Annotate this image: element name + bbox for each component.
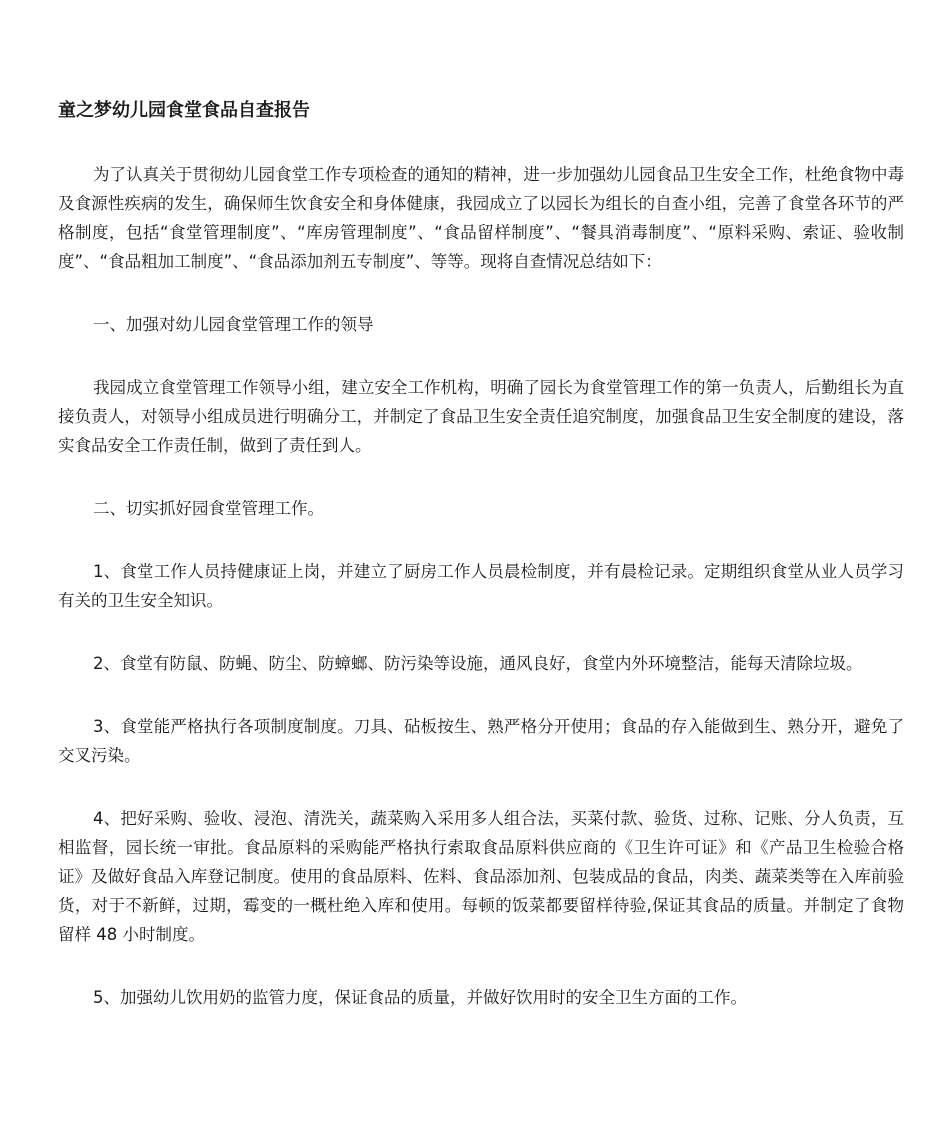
item-1-paragraph: 1、食堂工作人员持健康证上岗，并建立了厨房工作人员晨检制度，并有晨检记录。定期组织食堂从业人员学习有关的卫生安全知识。	[58, 562, 904, 610]
section-heading-2: 二、切实抓好园食堂管理工作。	[93, 499, 324, 518]
item-3-paragraph: 3、食堂能严格执行各项制度制度。刀具、砧板按生、熟严格分开使用；食品的存入能做到生、熟分开，避免了交叉污染。	[58, 717, 904, 765]
intro-paragraph: 为了认真关于贯彻幼儿园食堂工作专项检查的通知的精神，进一步加强幼儿园食品卫生安全工作，杜绝食物中毒及食源性疾病的发生，确保师生饮食安全和身体健康，我园成立了以园长为组长的自查小组，完善了食堂各环节的严格制度，包括“食堂管理制度”、“库房管理制度”、“食品留样制度”、“餐具消毒制度”、“原料采购、索证、验收制度”、“食品粗加工制度”、“食品添加剂五专制度”、等等。现将自查情况总结如下：	[58, 165, 904, 271]
document-page	[58, 96, 904, 1046]
section-heading-1: 一、加强对幼儿园食堂管理工作的领导	[93, 315, 374, 334]
item-5-paragraph: 5、加强幼儿饮用奶的监管力度，保证食品的质量，并做好饮用时的安全卫生方面的工作。	[93, 988, 747, 1007]
document-title: 童之梦幼儿园食堂食品自查报告	[58, 100, 310, 121]
section-1-paragraph: 我园成立食堂管理工作领导小组，建立安全工作机构，明确了园长为食堂管理工作的第一负责人，后勤组长为直接负责人，对领导小组成员进行明确分工，并制定了食品卫生安全责任追究制度，加强食品卫生安全制度的建设，落实食品安全工作责任制，做到了责任到人。	[58, 378, 904, 455]
item-2-paragraph: 2、食堂有防鼠、防蝇、防尘、防蟑螂、防污染等设施，通风良好，食堂内外环境整洁，能每天清除垃圾。	[93, 654, 863, 673]
item-4-paragraph: 4、把好采购、验收、浸泡、清洗关，蔬菜购入采用多人组合法，买菜付款、验货、过称、记账、分人负责，互相监督，园长统一审批。食品原料的采购能严格执行索取食品原料供应商的《卫生许可证》和《产品卫生检验合格证》及做好食品入库登记制度。使用的食品原料、佐料、食品添加剂、包装成品的食品，肉类、蔬菜类等在入库前验货，对于不新鲜，过期，霉变的一概杜绝入库和使用。每顿的饭菜都要留样待验,保证其食品的质量。并制定了食物留样 48 小时制度。	[58, 809, 904, 944]
